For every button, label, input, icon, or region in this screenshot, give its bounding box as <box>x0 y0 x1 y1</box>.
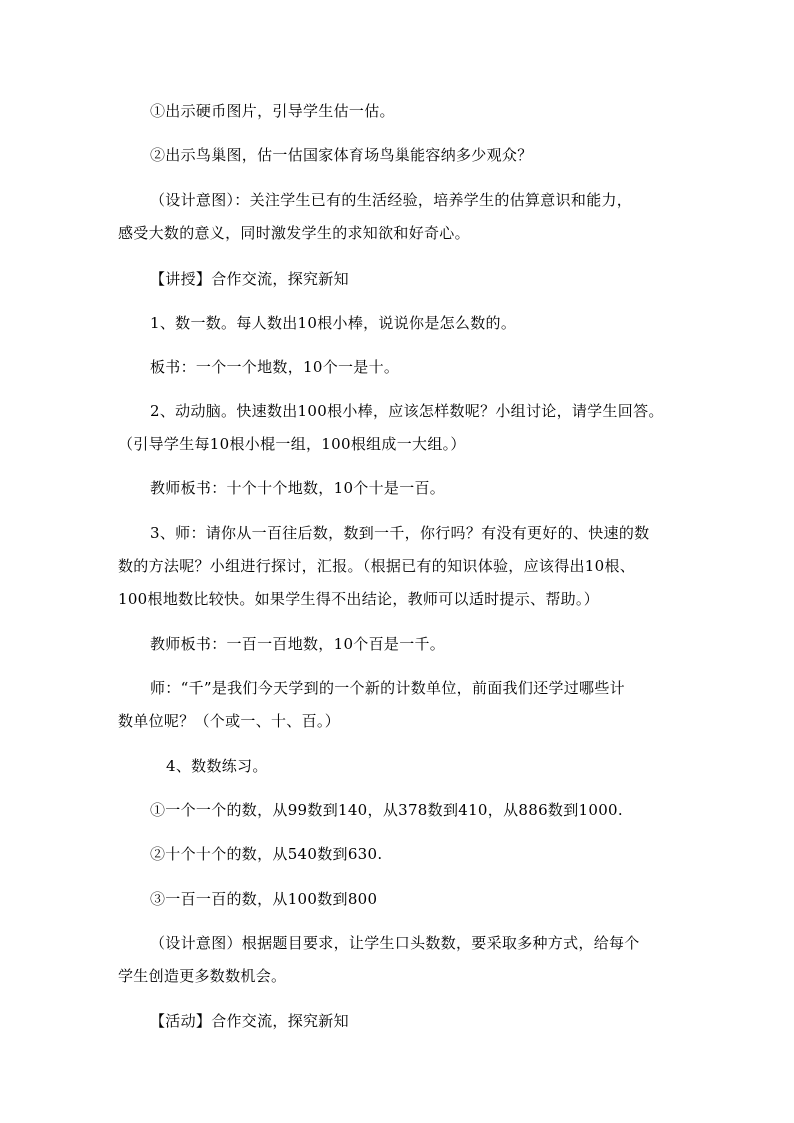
paragraph-line: ①一个一个的数，从99数到140，从378数到410，从886数到1000. <box>150 801 623 819</box>
paragraph-line: ②出示鸟巢图，估一估国家体育场鸟巢能容纳多少观众？ <box>150 146 533 164</box>
section-heading: 【活动】合作交流，探究新知 <box>150 1012 349 1030</box>
paragraph-line: 1、数一数。每人数出10根小棒，说说你是怎么数的。 <box>150 314 517 332</box>
paragraph-line: 板书：一个一个地数，10个一是十。 <box>150 358 400 376</box>
paragraph-line: 4、数数练习。 <box>166 757 268 775</box>
paragraph-line: ①出示硬币图片，引导学生估一估。 <box>150 102 395 120</box>
paragraph-line: 数单位呢？（个或一、十、百。） <box>118 712 341 730</box>
paragraph-line: （设计意图）根据题目要求，让学生口头数数，要采取多种方式，给每个 <box>150 934 640 952</box>
paragraph-line: ②十个十个的数，从540数到630. <box>150 845 383 863</box>
paragraph-line: 感受大数的意义，同时激发学生的求知欲和好奇心。 <box>118 224 470 242</box>
paragraph-line: 100根地数比较快。如果学生得不出结论，教师可以适时提示、帮助。） <box>118 590 600 608</box>
section-heading: 【讲授】合作交流，探究新知 <box>150 270 349 288</box>
paragraph-line: ③一百一百的数，从100数到800 <box>150 890 378 908</box>
paragraph-line: 学生创造更多数数机会。 <box>118 967 287 985</box>
paragraph-line: 师：“千”是我们今天学到的一个新的计数单位，前面我们还学过哪些计 <box>150 679 625 697</box>
paragraph-line: 3、师：请你从一百往后数，数到一千，你行吗？有没有更好的、快速的数 <box>150 524 650 542</box>
paragraph-line: 数的方法呢？小组进行探讨，汇报。（根据已有的知识体验，应该得出10根、 <box>118 557 636 575</box>
paragraph-line: （设计意图）：关注学生已有的生活经验，培养学生的估算意识和能力， <box>150 191 633 209</box>
paragraph-line: 教师板书：一百一百地数，10个百是一千。 <box>150 635 446 653</box>
paragraph-line: 2、动动脑。快速数出100根小棒，应该怎样数呢？小组讨论，请学生回答。 <box>150 402 664 420</box>
paragraph-line: （引导学生每10根小棍一组，100根组成一大组。） <box>118 435 466 453</box>
paragraph-line: 教师板书：十个十个地数，10个十是一百。 <box>150 479 446 497</box>
